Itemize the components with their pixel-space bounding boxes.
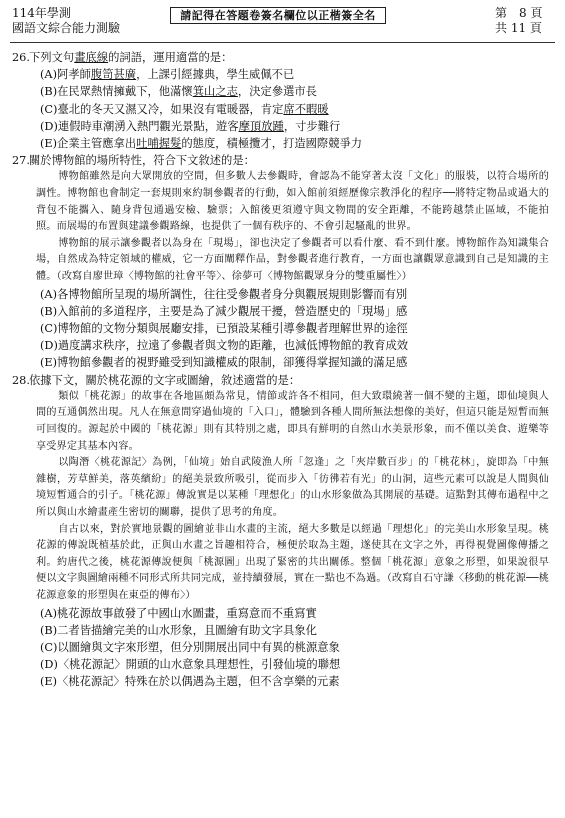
option-text: ，上課引經據典，學生威佩不已 bbox=[136, 68, 295, 82]
page-total: 共 11 頁 bbox=[495, 21, 542, 35]
option-underlined: 席不暇暖 bbox=[283, 102, 329, 116]
option-b bbox=[40, 83, 553, 100]
question-28-options bbox=[12, 605, 553, 691]
passage-paragraph: 類似「桃花源」的故事在各地區頗為常見，情節或許各不相同，但大致環繞著一個不變的主題，即仙境與人間的互通偶然出現。凡人在無意間穿過仙境的「入口」，體驗到各種人間所無法想像的美好，但這只能是短暫而無可回復的。源起於中國的「桃花源」則有其特別之處，即具有鮮明的自然山水美景形象，而不僅以美食、遊樂等享受界定其基本內容。 bbox=[36, 390, 549, 452]
stem-text: 的詞語，運用適當的是： bbox=[108, 51, 233, 64]
exam-info bbox=[12, 6, 120, 36]
option-underlined: 摩頂放踵 bbox=[238, 119, 284, 133]
question-text bbox=[29, 49, 232, 66]
option-text: (A)阿孝師 bbox=[40, 68, 91, 82]
option-text: (B)在民眾熱情擁戴下，他滿懷 bbox=[40, 85, 193, 99]
question-27-passage bbox=[12, 169, 553, 285]
question-26 bbox=[12, 49, 553, 152]
question-number: 28. bbox=[12, 373, 30, 387]
question-27 bbox=[12, 152, 553, 371]
question-27-options bbox=[12, 286, 553, 372]
question-28-stem bbox=[12, 372, 553, 389]
option-d: (D)〈桃花源記〉開頭的山水意象具理想性，引發仙境的聯想 bbox=[40, 658, 341, 672]
question-28 bbox=[12, 372, 553, 691]
exam-year: 114年學測 bbox=[12, 6, 71, 20]
option-e bbox=[40, 135, 553, 152]
stem-text: 下列文句 bbox=[29, 51, 75, 64]
stem-underlined: 畫底線 bbox=[74, 51, 109, 64]
option-underlined: 腹笥甚廣 bbox=[90, 68, 137, 82]
passage-paragraph: 博物館雖然是向大眾開放的空間，但多數人去參觀時，會認為不能穿著太沒「文化」的服裝，以符合場所的調性。博物館也會制定一套規則來約制參觀者的行動，如入館前須經歷像宗教淨化的程序──將特定物品或過大的背包不能攜入、隨身背包通過安檢、驗票；入館後更須遵守與文物間的安全距離，不能跨越禁止區域，不能拍照。而展場的布置與建議參觀路線，也提供了一個有秩序的、不會引起騷亂的世界。 bbox=[36, 171, 549, 233]
option-a bbox=[40, 66, 553, 83]
question-text: 依據下文，關於桃花源的文字或圖繪，敘述適當的是： bbox=[29, 373, 301, 387]
option-a: (A)各博物館所呈現的場所調性，往往受參觀者身分與觀展規則影響而有別 bbox=[40, 287, 408, 301]
passage-paragraph: 博物館的展示讓參觀者以為身在「現場」，卻也決定了參觀者可以看什麼、看不到什麼。博物館作為知識集合場，自然成為特定領域的權威，它一方面闡釋作品，對參觀者進行教育，一方面也讓觀眾意識到自己是知識的主體。（改寫自廖世璋〈博物館的社會平等〉、徐夢可〈博物館觀眾身分的雙重屬性〉） bbox=[36, 237, 549, 282]
option-c bbox=[40, 101, 553, 118]
question-26-stem bbox=[12, 49, 553, 66]
passage-paragraph: 自古以來，對於實地景觀的圖繪並非山水畫的主流，絕大多數是以經過「理想化」的完美山水形象呈現。桃花源的傳說既植基於此，正與山水畫之旨趣相符合，極便於取為主題，遂使其在文字之外，再得視覺圖像傳播之利。約唐代之後，桃花源傳說便與「桃源圖」出現了緊密的共出關係。整個「桃花源」意象之形塑，如果說很早便以文字與圖繪兩種不同形式所共同完成，並持續發展，實在一點也不為過。（改寫自石守謙〈移動的桃花源──桃花源意象的形塑與在東亞的傳布〉） bbox=[36, 523, 549, 601]
page-content bbox=[12, 49, 553, 691]
option-c: (C)以圖繪與文字來形塑，但分別開展出同中有異的桃源意象 bbox=[40, 640, 340, 654]
option-text: ，寸步難行 bbox=[283, 119, 341, 133]
question-text: 關於博物館的場所特性，符合下文敘述的是： bbox=[29, 154, 255, 168]
signature-notice: 請記得在答題卷簽名欄位以正楷簽全名 bbox=[170, 7, 386, 24]
question-number: 27. bbox=[12, 154, 30, 168]
option-d bbox=[40, 118, 553, 135]
option-e: (E)〈桃花源記〉特殊在於以偶遇為主題，但不含享樂的元素 bbox=[40, 675, 340, 689]
option-b: (B)二者皆描繪完美的山水形象，且圖繪有助文字具象化 bbox=[40, 623, 317, 637]
option-d: (D)過度講求秩序，拉遠了參觀者與文物的距離，也減低博物館的教育成效 bbox=[40, 339, 409, 353]
option-text: ，決定參選市長 bbox=[237, 85, 317, 99]
option-underlined: 吐哺握髮 bbox=[136, 137, 182, 151]
question-27-stem bbox=[12, 152, 553, 169]
passage-paragraph: 以陶潛〈桃花源記〉為例，「仙境」始自武陵漁人所「忽逢」之「夾岸數百步」的「桃花林」，旋即為「中無雜樹，芳草鮮美，落英繽紛」的絕美景致所吸引，從而步入「彷彿若有光」的山洞，這些元素可以說是人間與仙境短暫通合的引子。「桃花源」傳說實是以某種「理想化」的山水形象做為其開展的基礎。這點對其傳布過程中之所以與山水繪畫產生密切的關聯，提供了思考的角度。 bbox=[36, 457, 549, 518]
question-26-options bbox=[12, 66, 553, 152]
option-text: 的態度，積極攬才，打造國際競爭力 bbox=[181, 137, 363, 151]
header-divider bbox=[10, 42, 555, 43]
question-28-passage bbox=[12, 389, 553, 605]
option-text: (C)臺北的冬天又濕又冷，如果沒有電暖器，肯定 bbox=[40, 102, 284, 116]
option-text: (E)企業主管應拿出 bbox=[40, 137, 137, 151]
exam-subject: 國語文綜合能力測驗 bbox=[12, 21, 121, 35]
option-c: (C)博物館的文物分類與展廳安排，已預設某種引導參觀者理解世界的途徑 bbox=[40, 321, 408, 335]
page-number-block bbox=[495, 6, 553, 36]
option-e: (E)博物館參觀者的視野雖受到知識權威的限制，卻獲得掌握知識的滿足感 bbox=[40, 356, 408, 370]
question-number: 26. bbox=[12, 51, 30, 64]
page-number: 第 8 頁 bbox=[495, 6, 543, 20]
page-header bbox=[0, 0, 565, 44]
option-text: (D)連假時車潮湧入熱門觀光景點，遊客 bbox=[40, 119, 239, 133]
option-underlined: 箕山之志 bbox=[192, 85, 238, 99]
option-a: (A)桃花源故事啟發了中國山水圖畫，重寫意而不重寫實 bbox=[40, 606, 317, 620]
option-b: (B)入館前的多道程序，主要是為了減少觀展干擾，營造歷史的「現場」感 bbox=[40, 304, 408, 318]
